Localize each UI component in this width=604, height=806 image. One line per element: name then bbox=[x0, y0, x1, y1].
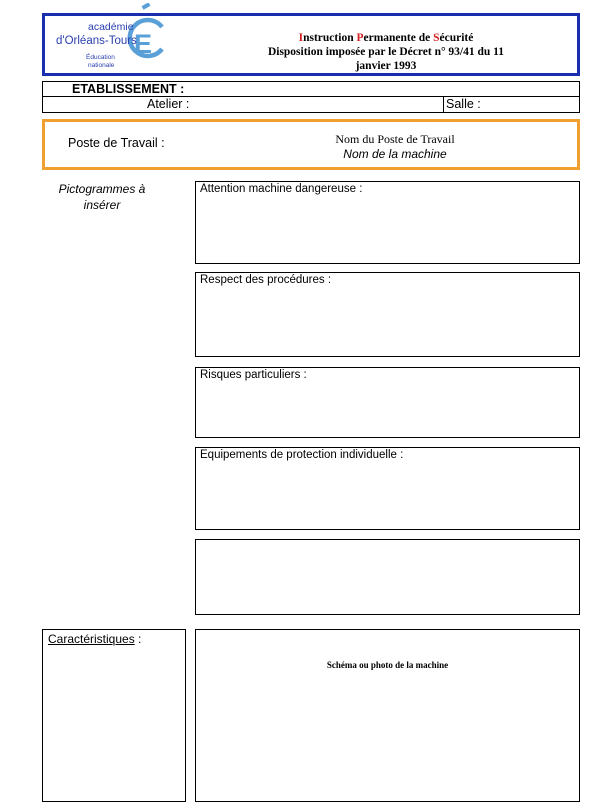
characteristics-label: Caractéristiques bbox=[48, 632, 135, 646]
pictograms-label: Pictogrammes à insérer bbox=[58, 182, 146, 212]
document-title bbox=[196, 31, 576, 73]
title-line-2: Disposition imposée par le Décret n° 93/41 du 11 bbox=[267, 46, 505, 58]
logo-line-4: nationale bbox=[88, 62, 115, 69]
danger-label: Attention machine dangereuse : bbox=[200, 183, 363, 195]
title-line-3: janvier 1993 bbox=[355, 60, 417, 72]
establishment-divider bbox=[42, 96, 580, 97]
machine-name: Nom de la machine bbox=[343, 147, 447, 161]
procedures-section bbox=[195, 272, 580, 357]
workstation-label: Poste de Travail : bbox=[68, 136, 165, 150]
schema-label: Schéma ou photo de la machine bbox=[326, 660, 449, 670]
ppe-section bbox=[195, 447, 580, 530]
workshop-label: Atelier : bbox=[147, 97, 190, 111]
schema-section bbox=[195, 629, 580, 802]
establishment-label: ETABLISSEMENT : bbox=[72, 82, 185, 96]
room-divider bbox=[443, 96, 444, 113]
risks-label: Risques particuliers : bbox=[200, 369, 307, 381]
characteristics-colon: : bbox=[134, 632, 142, 646]
workstation-name: Nom du Poste de Travail bbox=[335, 132, 455, 146]
logo-line-1: académie bbox=[88, 21, 134, 33]
characteristics-section bbox=[42, 629, 186, 802]
academie-logo bbox=[50, 3, 168, 73]
danger-section bbox=[195, 181, 580, 264]
procedures-label: Respect des procédures : bbox=[200, 274, 332, 286]
characteristics-heading bbox=[48, 632, 141, 646]
logo-line-3: Éducation bbox=[86, 54, 115, 61]
room-label: Salle : bbox=[446, 97, 481, 111]
risks-section bbox=[195, 367, 580, 438]
logo-line-2: d'Orléans-Tours bbox=[56, 35, 137, 47]
svg-text:E: E bbox=[134, 29, 153, 59]
blank-section bbox=[195, 539, 580, 615]
title-line-1: Instruction Permanente de Sécurité bbox=[298, 32, 474, 44]
ppe-label: Equipements de protection individuelle : bbox=[200, 449, 404, 461]
